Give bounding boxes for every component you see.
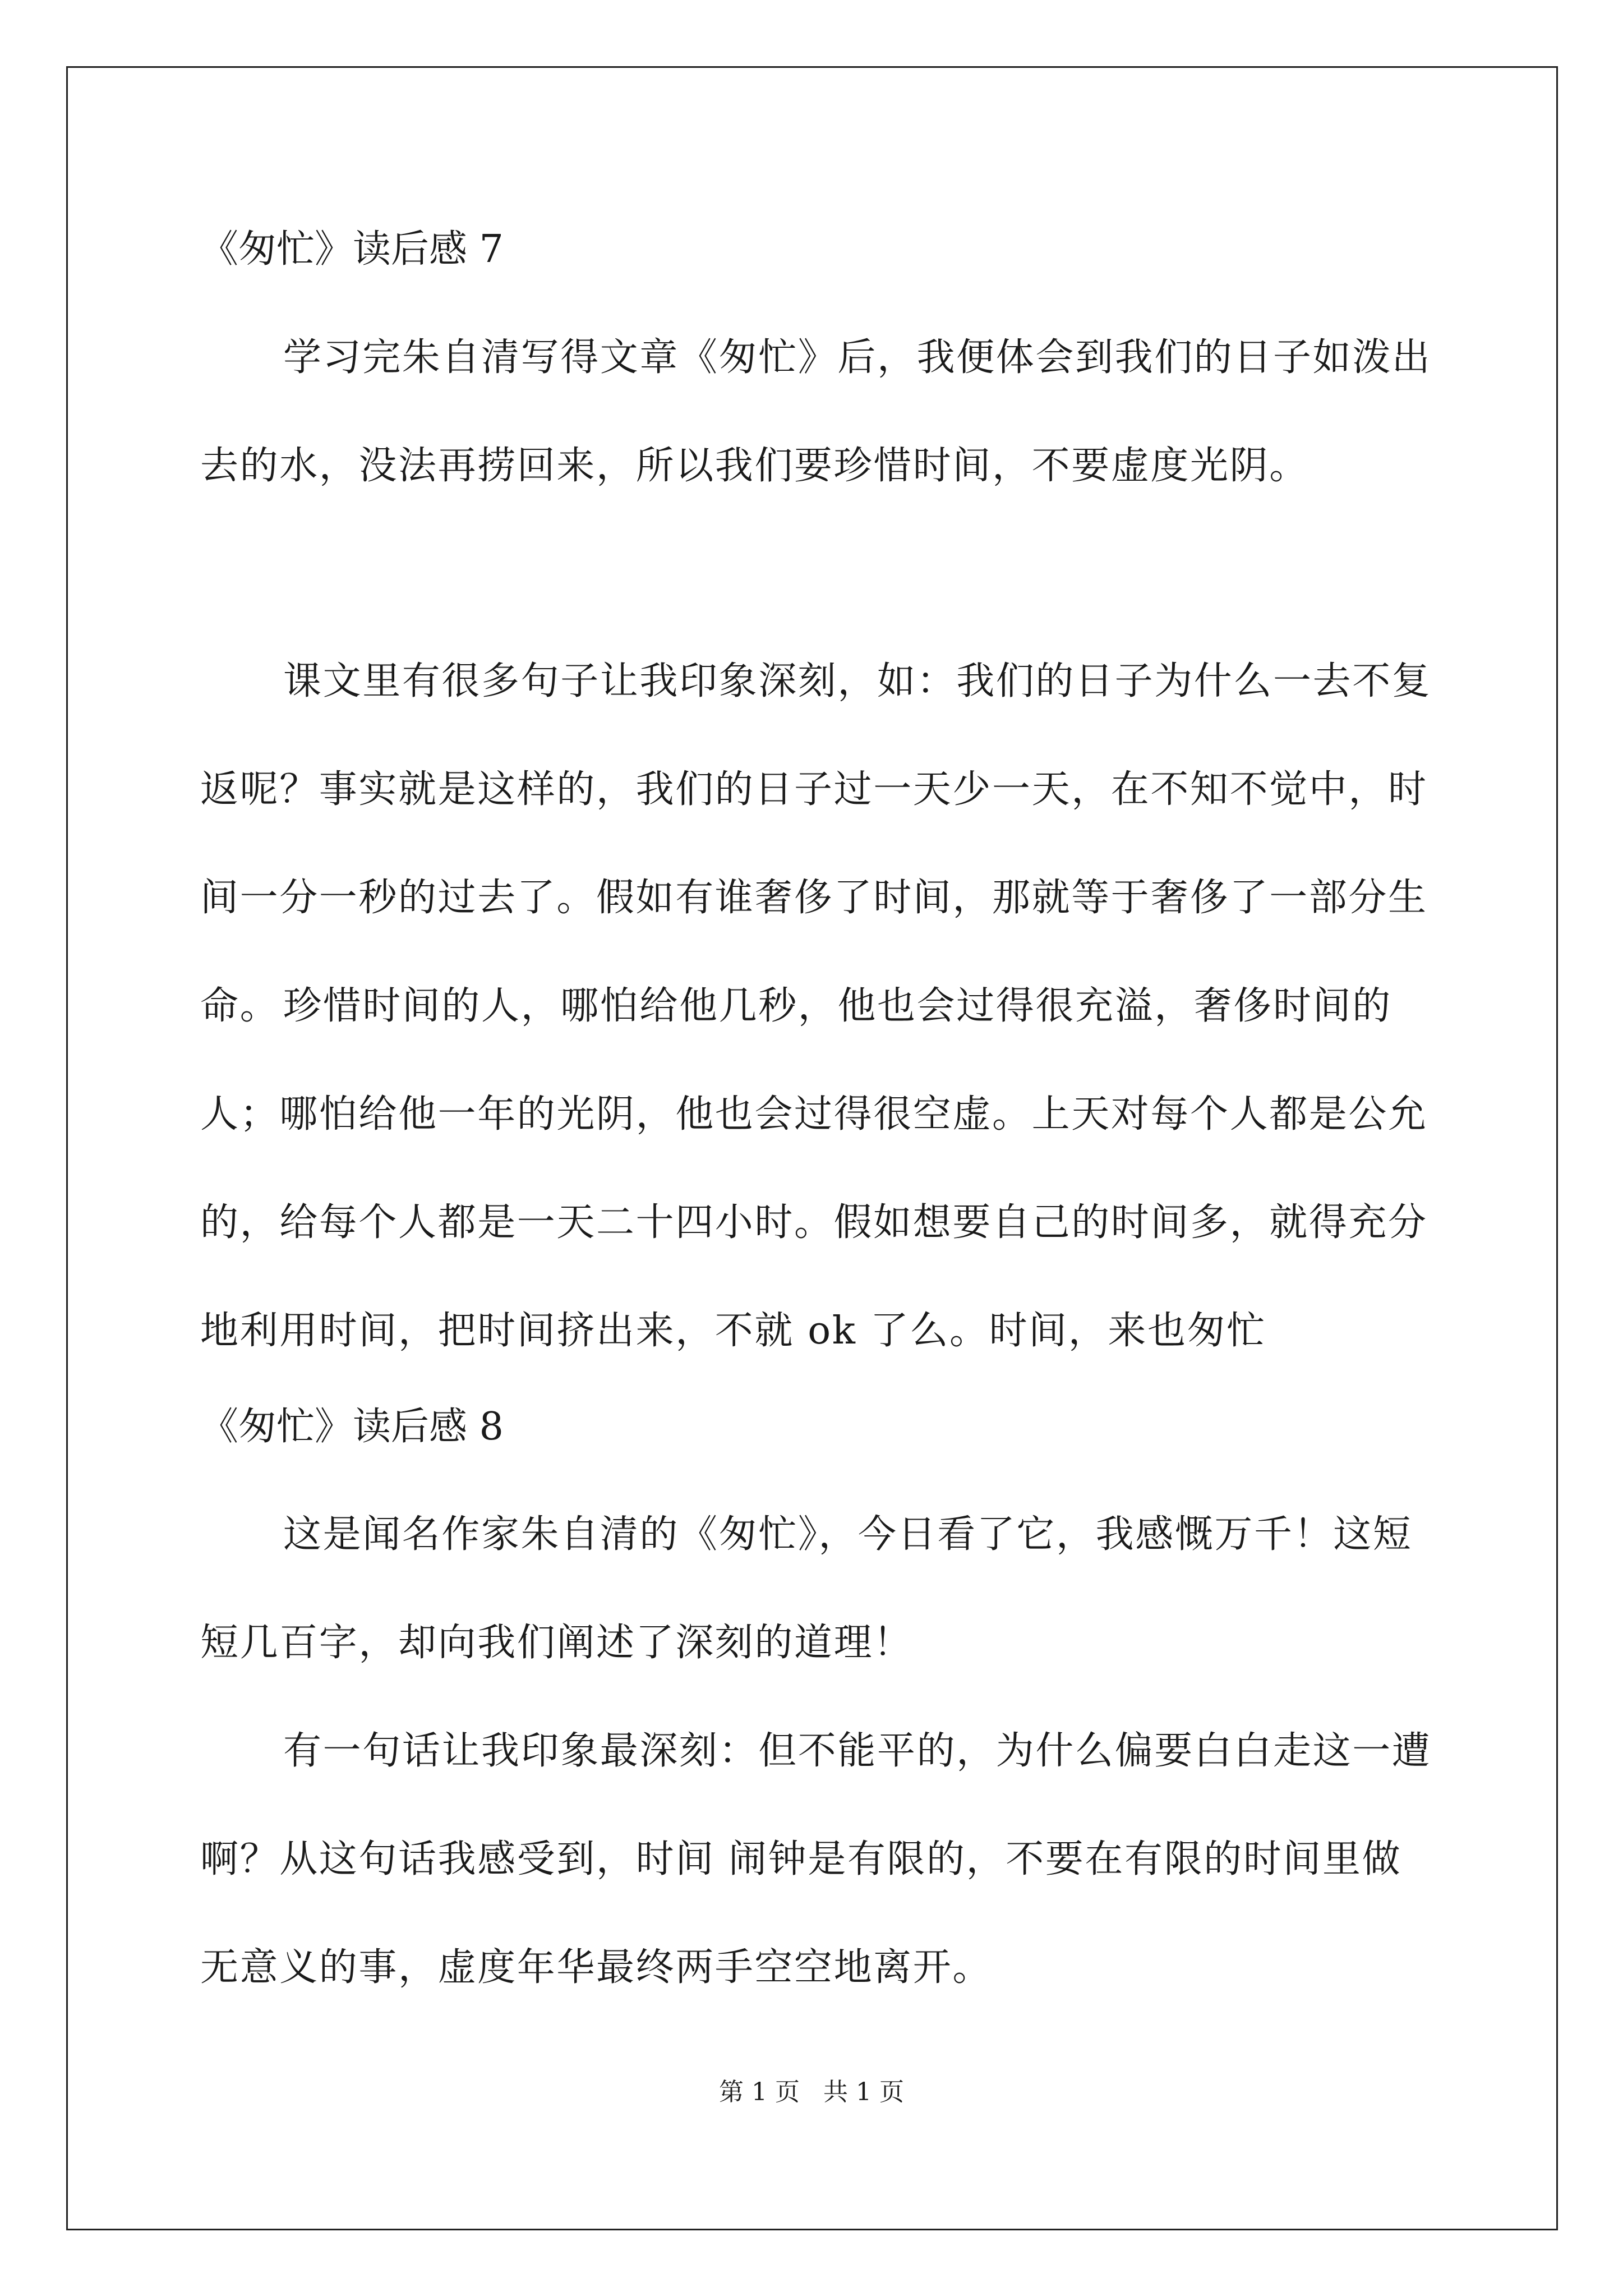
paragraph: 学习完朱自清写得文章《匆忙》后，我便体会到我们的日子如泼出去的水，没法再捞回来，所以我们要珍惜时间，不要虚度光阴。 <box>200 335 1432 488</box>
paragraph: 这是闻名作家朱自清的《匆忙》，今日看了它，我感慨万千！这短短几百字，却向我们阐述了深刻的道理！ <box>200 1512 1413 1665</box>
page-footer: 第 1 页 共 1 页 <box>719 2078 904 2106</box>
section-title: 《匆忙》读后感 7 <box>200 227 504 272</box>
paragraph: 珍惜时间的人，哪怕给他几秒，他也会过得很充溢，奢侈时间的人；哪怕给他一年的光阴，他也会过得很空虚。上天对每个人都是公允的，给每个人都是一天二十四小时。假如想要自己的时间多，就得充分地利用时间，把时间挤出来，不就 ok 了么。时间，来也匆忙 <box>200 984 1428 1353</box>
paragraph: 有一句话让我印象最深刻：但不能平的，为什么偏要白白走这一遭啊？从这句话我感受到，时间 闹钟是有限的，不要在有限的时间里做无意义的事，虚度年华最终两手空空地离开。 <box>200 1729 1432 1990</box>
paragraph: 课文里有很多句子让我印象深刻，如：我们的日子为什么一去不复返呢？事实就是这样的，我们的日子过一天少一天，在不知不觉中，时间一分一秒的过去了。假如有谁奢侈了时间，那就等于奢侈了一部分生命。 <box>200 659 1432 1028</box>
section-title: 《匆忙》读后感 8 <box>200 1405 504 1449</box>
